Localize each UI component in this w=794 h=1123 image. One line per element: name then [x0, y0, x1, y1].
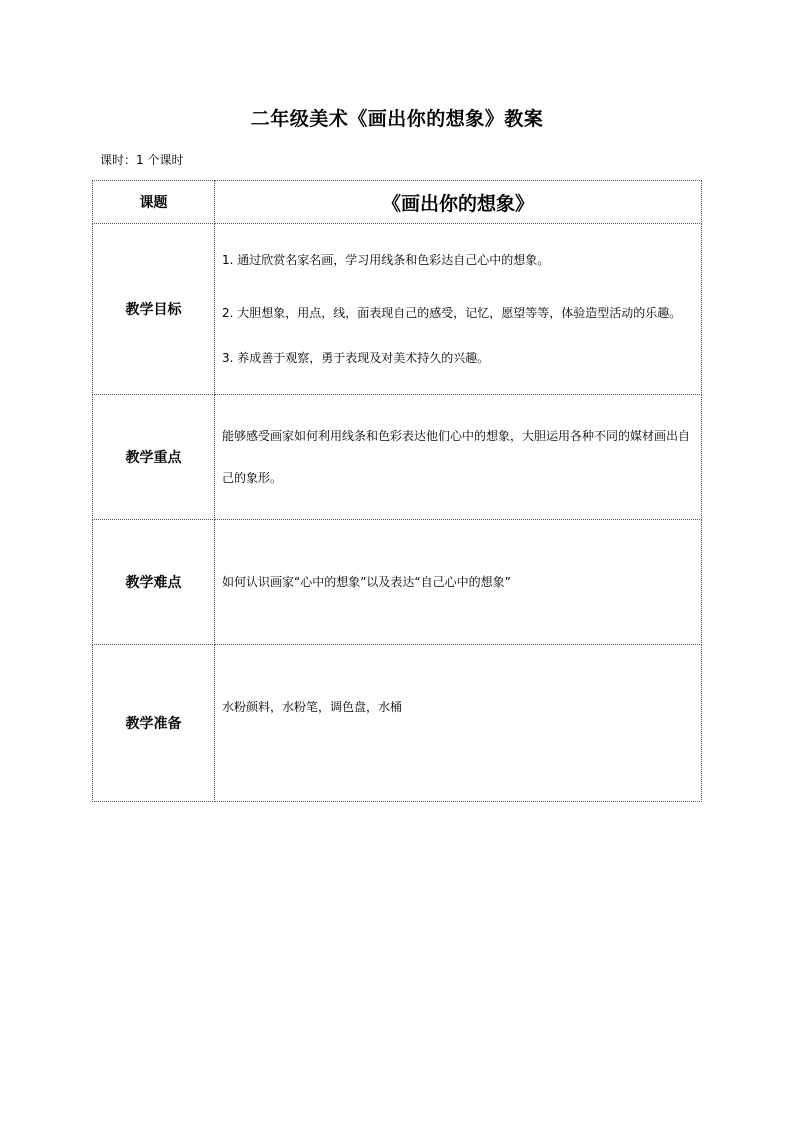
- difficulties-text: 如何认识画家“心中的想象”以及表达“自己心中的想象”: [222, 574, 511, 589]
- key-points-label: 教学重点: [93, 395, 215, 520]
- difficulties-label: 教学难点: [93, 520, 215, 645]
- preparation-text: 水粉颜料，水粉笔，调色盘，水桶: [222, 699, 403, 714]
- goal-item: 2. 大胆想象，用点，线，面表现自己的感受，记忆，愿望等等，体验造型活动的乐趣。: [222, 305, 682, 320]
- preparation-content: [215, 645, 702, 802]
- table-row-preparation: [93, 645, 702, 802]
- topic-label: 课题: [93, 181, 215, 224]
- goals-content: [215, 224, 702, 395]
- goal-item: 3. 养成善于观察，勇于表现及对美术持久的兴趣。: [222, 350, 490, 365]
- goal-item: 1. 通过欣赏名家名画，学习用线条和色彩达自己心中的想象。: [222, 252, 550, 267]
- table-row-topic: [93, 181, 702, 224]
- goals-label: 教学目标: [93, 224, 215, 395]
- key-points-content: [215, 395, 702, 520]
- table-row-key-points: [93, 395, 702, 520]
- document-title: 二年级美术《画出你的想象》教案: [250, 108, 544, 130]
- table-row-goals: [93, 224, 702, 395]
- key-points-text: 能够感受画家如何利用线条和色彩表达他们心中的想象，大胆运用各种不同的媒材画出自己的象形。: [222, 429, 691, 485]
- lesson-plan-table: [92, 180, 702, 802]
- table-row-difficulties: [93, 520, 702, 645]
- lesson-period: 课时：1 个课时: [100, 153, 184, 167]
- topic-value: 《画出你的想象》: [215, 181, 702, 224]
- difficulties-content: [215, 520, 702, 645]
- preparation-label: 教学准备: [93, 645, 215, 802]
